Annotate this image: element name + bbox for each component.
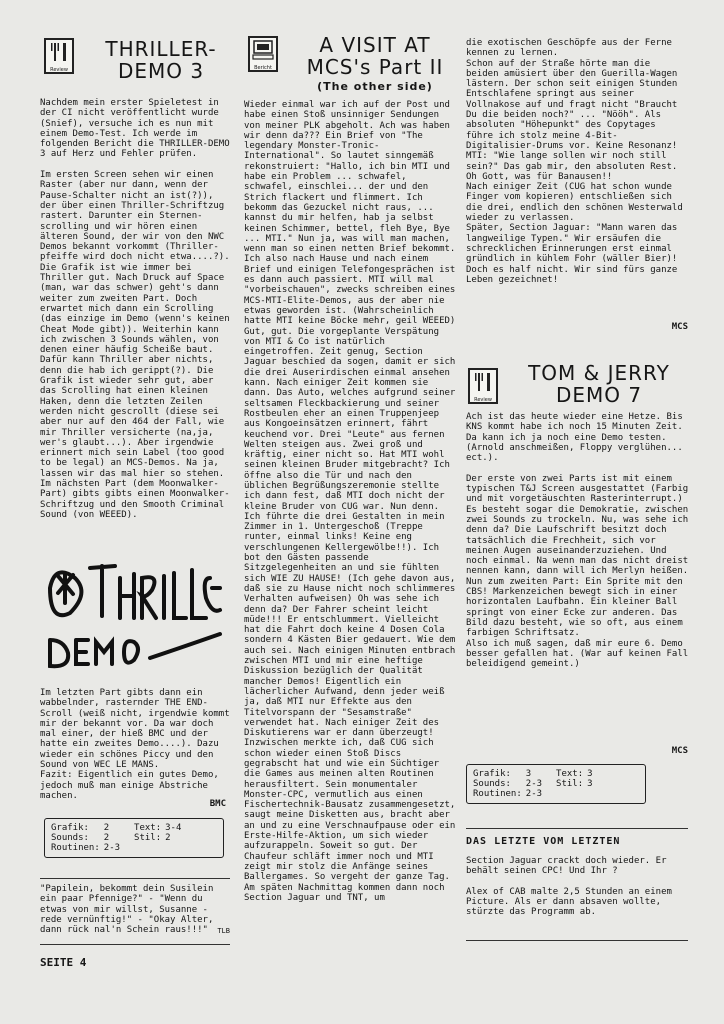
mcs-visit-body: Wieder einmal war ich auf der Post und habe einen Stoß unsinniger Sendungen von meiner PLK abgeholt. Ach was haben wir denn da??? Ein Brief von "The legendary Monster-Tronic-International". So lautet sinngemäß rekonstruiert: "Hallo, ich bin MTI und habe ein Problem ... schwafel, schwafel, einschlei... der und den Strich flackert und flimmert. Ich bekomm das Gezuckel nicht raus, ... kannst du mir helfen, hab ja selbst keinen Schimmer, bettel, fleh Bye, Bye ... MTI." Nun ja, was will man machen, wenn man so einen netten Brief bekommt. Ich also nach Hause und nach einem Brief und einigen Telefongesprächen ist es dann auch passiert. MTI will mal "vorbeischauen", zwecks schreiben eines MCS-MTI-Elite-Demos, aus der aber nie etwas geworden ist. (Wahrscheinlich hatte MTI keine Böcke mehr, geil WEEED) Gut, gut. Die vorgeplante Verspätung von MTI & Co ist natürlich eingetroffen. Zeit genug, Section Jaguar beschied da sogen, damit er sich die drei Auserirdischen einmal ansehen kann. Nach einiger Zeit kommen sie dann. Das Auto, welches aufgrund seiner seltsamen Fleckbackierung und seiner Rostbeulen eher an einen Truppenjeep aus Kongoeinsätzen erinnert, fährt keuchend vor. Drei "Leute" aus fernen Welten steigen aus. Zwei groß und kräftig, einer nicht so. Hat MTI wohl seinen kleinen Bruder mitgebracht? Ich öffne also die Tür und nach den üblichen Begrüßungszeremonie stellte ich dann fest, daß MTI doch nicht der kleine Bruder von CUG war. Nun denn. Ich führte die drei Gestalten in mein Zimmer in 1. Untergeschoß (Treppe runter, einmal links! Keine eng verschlungenen Kellergewölbe!!). Ich bot den Gästen passende Sitzgelegenheiten an und sie fühlten sich WIE ZU HAUSE! (Ich gehe davon aus, daß sie zu Hause nicht noch schlimmeres Verhalten aufweisen) Oh was sehe ich denn da? Der Fahrer scheint leicht müde!!! Er entschlummert. Vielleicht hat die Fahrt doch keine 4 Dosen Cola sondern 4 Kästen Bier gedauert. Wie dem auch sei. Nach einigen Minuten entbrach zwischen MTI und mir eine heftige Diskussion bezüglich der Qualität mancher Demos! Eigentlich ein lächerlicher Aufwand, denn jeder weiß ja, daß MTI nur Effekte aus den Titelvorspann der "Sesamstraße" verwendet hat. Nach einiger Zeit des Diskutierens war er dann überzeugt! Inzwischen merkte ich, daß CUG sich schon wieder einen Stoß Discs gegrabscht hat und wie ein Süchtiger die Games aus meinen alten Routinen herausfiltert. Sein monumentaler Monster-CPC, vermutlich aus einen Fischertechnik-Bausatz zusammengesetzt, saugt meine Disketten aus, bracht aber an und zu eine Verschnaufpause oder ein Erste-Hilfe-Aktion, um sich wieder aufzurappeln. Soweit so gut. Der Chaufeur schläft immer noch und MTI zeigt mir stolz die Anfänge seines Ballergames. So vergeht der ganze Tag. Am späten Nachmittag kommen dann noch Section Jaguar und TNT, um (244, 100, 456, 903)
divider (40, 878, 230, 879)
rating-value: 2 (165, 833, 171, 843)
rating-value: 3 (587, 779, 593, 789)
article-title-tom-jerry: TOM & JERRY DEMO 7 (528, 361, 670, 407)
fork-knife-icon (46, 40, 72, 64)
article-title-mcs-visit: A VISIT AT MCS's Part II (306, 33, 444, 79)
rating-label: Sounds: (473, 779, 511, 789)
rating-value: 2-3 (103, 843, 121, 853)
rating-label: Text: (134, 823, 162, 833)
fork-knife-icon (470, 370, 496, 394)
rating-value: 3 (525, 769, 532, 779)
article-title-thriller: THRILLER- DEMO 3 (105, 37, 217, 83)
rating-value: 2-3 (525, 779, 543, 789)
rating-box-tom-jerry (466, 764, 646, 804)
rating-label: Stil: (556, 779, 584, 789)
rating-label: Routinen: (51, 843, 100, 853)
report-icon (248, 36, 278, 72)
computer-icon (250, 38, 276, 62)
rating-value: 2-3 (525, 789, 543, 799)
thriller-demo-logo (40, 548, 230, 672)
rating-label: Sounds: (51, 833, 89, 843)
quote-signature: TLB (217, 927, 230, 935)
review-icon-label: Review (474, 397, 492, 403)
rating-label: Routinen: (473, 789, 522, 799)
rating-label: Stil: (134, 833, 162, 843)
thriller-body-2: Im letzten Part gibts dann ein wabbelnder, rasternder THE END-Scroll (weiß nicht, irgendwie kommt mir der bekannt vor. Da war doch mal einer, der hieß BMC und der hatte ein zweites Demo....). Dazu wieder ein schönes Piccy und den Sound von WEC LE MANS. Fazit: Eigentlich ein gutes Demo, jedoch muß man einige Abstriche machen. (40, 688, 230, 801)
review-icon (44, 38, 74, 74)
divider (466, 940, 688, 941)
quote-text: "Papilein, bekommt dein Susilein ein paar Pfennige?" - "Wenn du etwas von mir willst, Susanne - rede vernünftig!" - "Okay Alter, dann rück nal'n Schein raus!!!" (40, 884, 214, 936)
rating-box-thriller (44, 818, 224, 858)
rating-label: Text: (556, 769, 584, 779)
author-signature-mcs: MCS (671, 322, 688, 332)
page-number: SEITE 4 (40, 956, 87, 969)
divider (466, 828, 688, 829)
rating-value: 2 (103, 823, 110, 833)
rating-label: Grafik: (473, 769, 511, 779)
das-letzte-body: Section Jaguar crackt doch wieder. Er behält seinen CPC! Und Ihr ? Alex of CAB malte 2,5 Stunden an einem Picture. Als er dann absaven wollte, stürzte das Programm ab. (466, 856, 672, 918)
thriller-body-1: Nachdem mein erster Spieletest in der CI nicht veröffentlicht wurde (Snief), versuche ich es nun mit einem Demo-Test. Ich werde im folgenden Bericht die THRILLER-DEMO 3 auf Herz und Fehler prüfen. Im ersten Screen sehen wir einen Raster (aber nur dann, wenn der Pause-Schalter nicht an ist(?)), der über einen Thriller-Schriftzug rastert. Darunter ein Sternen-scrolling und wir hören einen älteren Sound, der wir von den NWC Demos bekannt vorkommt (Thriller-pfeiffe wird doch nicht etwa....?). Die Grafik ist wie immer bei Thriller gut. Nach Druck auf Space (man, war das schwer) geht's dann weiter zum zweiten Part. Doch erwartet mich dann ein Scrolling (das einzige im Demo (wenn's keinen Cheat Mode gibt)). Weiterhin kann ich zwischen 3 Sounds wählen, von denen einer häufig Scheiße baut. Dafür kann Thriller aber nichts, denn die hab ich gerippt(?). Die Grafik ist wieder sehr gut, aber das Scrolling hat einen kleinen Haken, denn die letzten Zeilen werden nicht gescrollt (diese sei aber nur auf den 464 der Fall, wie mir Thriller versicherte (na,ja, wer's glaubt...). Aber irgendwie erinnert mich sein Label (too good to be legal) an MCS-Demos. Na ja, lassen wir das mal hier so stehen. Im nächsten Part (dem Moonwalker-Part) gibts gibts einen Moonwalker-Schriftzug und den Smooth Criminal Sound (von WEEED). (40, 98, 230, 520)
author-signature-bmc: BMC (209, 799, 226, 809)
rating-value: 2 (103, 833, 110, 843)
divider (40, 944, 230, 945)
article-subtitle: (The other side) (317, 80, 433, 93)
rating-value: 3 (587, 769, 593, 779)
review-icon (468, 368, 498, 404)
rating-label: Grafik: (51, 823, 89, 833)
tom-jerry-body: Ach ist das heute wieder eine Hetze. Bis KNS kommt habe ich noch 15 Minuten Zeit. Da kann ich ja noch eine Demo testen. (Arnold anschmeißen, Floppy verglühen... ect.). Der erste von zwei Parts ist mit einem typischen T&J Screen ausgestattet (Farbig und mit vorgetäuschten Rasterinterrupt.) Es besteht sogar die Demokratie, zwischen zwei Sounds zu trockeln. Nu, was sehe ich denn da? Die Laufschrift besitzt doch tatsächlich die Frechheit, sich vor meinen Augen auseinanderzuziehen. Und noch einmal. Na wenn man das nicht dreist nennen kann, dann will ich Merlyn heißen. Nun zum zweiten Part: Ein Sprite mit den CBS! Markenzeichen bewegt sich in einer horizontalen Laufbahn. Ein kleiner Ball springt von einer Ecke zur anderen. Das Bild dazu besteht, wie so oft, aus einem farbigen Schriftsatz. Also ich muß sagen, daß mir eure 6. Demo besser gefallen hat. (War auf keinen Fall beleidigend gemeint.) (466, 412, 689, 670)
mcs-visit-continued: die exotischen Geschöpfe aus der Ferne kennen zu lernen. Schon auf der Straße hörte man die beiden amüsiert über den Guerilla-Wagen lästern. Der schon seit einigen Stunden Entschlafene springt aus seiner Vollnakose auf und fragt nicht "Braucht Du die beiden noch?" ... "Nööh". Als absoluten "Höhepunkt" des Copytages führe ich stolz meine 4-Bit-Digitalisier-Drums vor. Keine Resonanz! MTI: "Wie lange sollen wir noch still sein?" Das gab mir, den absoluten Rest. Oh Gott, was für Banausen!! Nach einiger Zeit (CUG hat schon wunde Finger vom kopieren) entschließen sich die drei, endlich den schönen Westerwald wieder zu verlassen. Später, Section Jaguar: "Mann waren das langweilige Typen." Wir ersäufen die schrecklichen Erinnerungen erst einmal gründlich in kühlem Fohr (wäller Bier)! Doch es half nicht. Wir sind fürs ganze Leben gezeichnet! (466, 38, 683, 285)
review-icon-label: Review (50, 67, 68, 73)
section-title-das-letzte: DAS LETZTE VOM LETZTEN (466, 836, 621, 847)
rating-value: 3-4 (165, 823, 182, 833)
report-icon-label: Bericht (254, 65, 272, 71)
author-signature-mcs: MCS (671, 746, 688, 756)
